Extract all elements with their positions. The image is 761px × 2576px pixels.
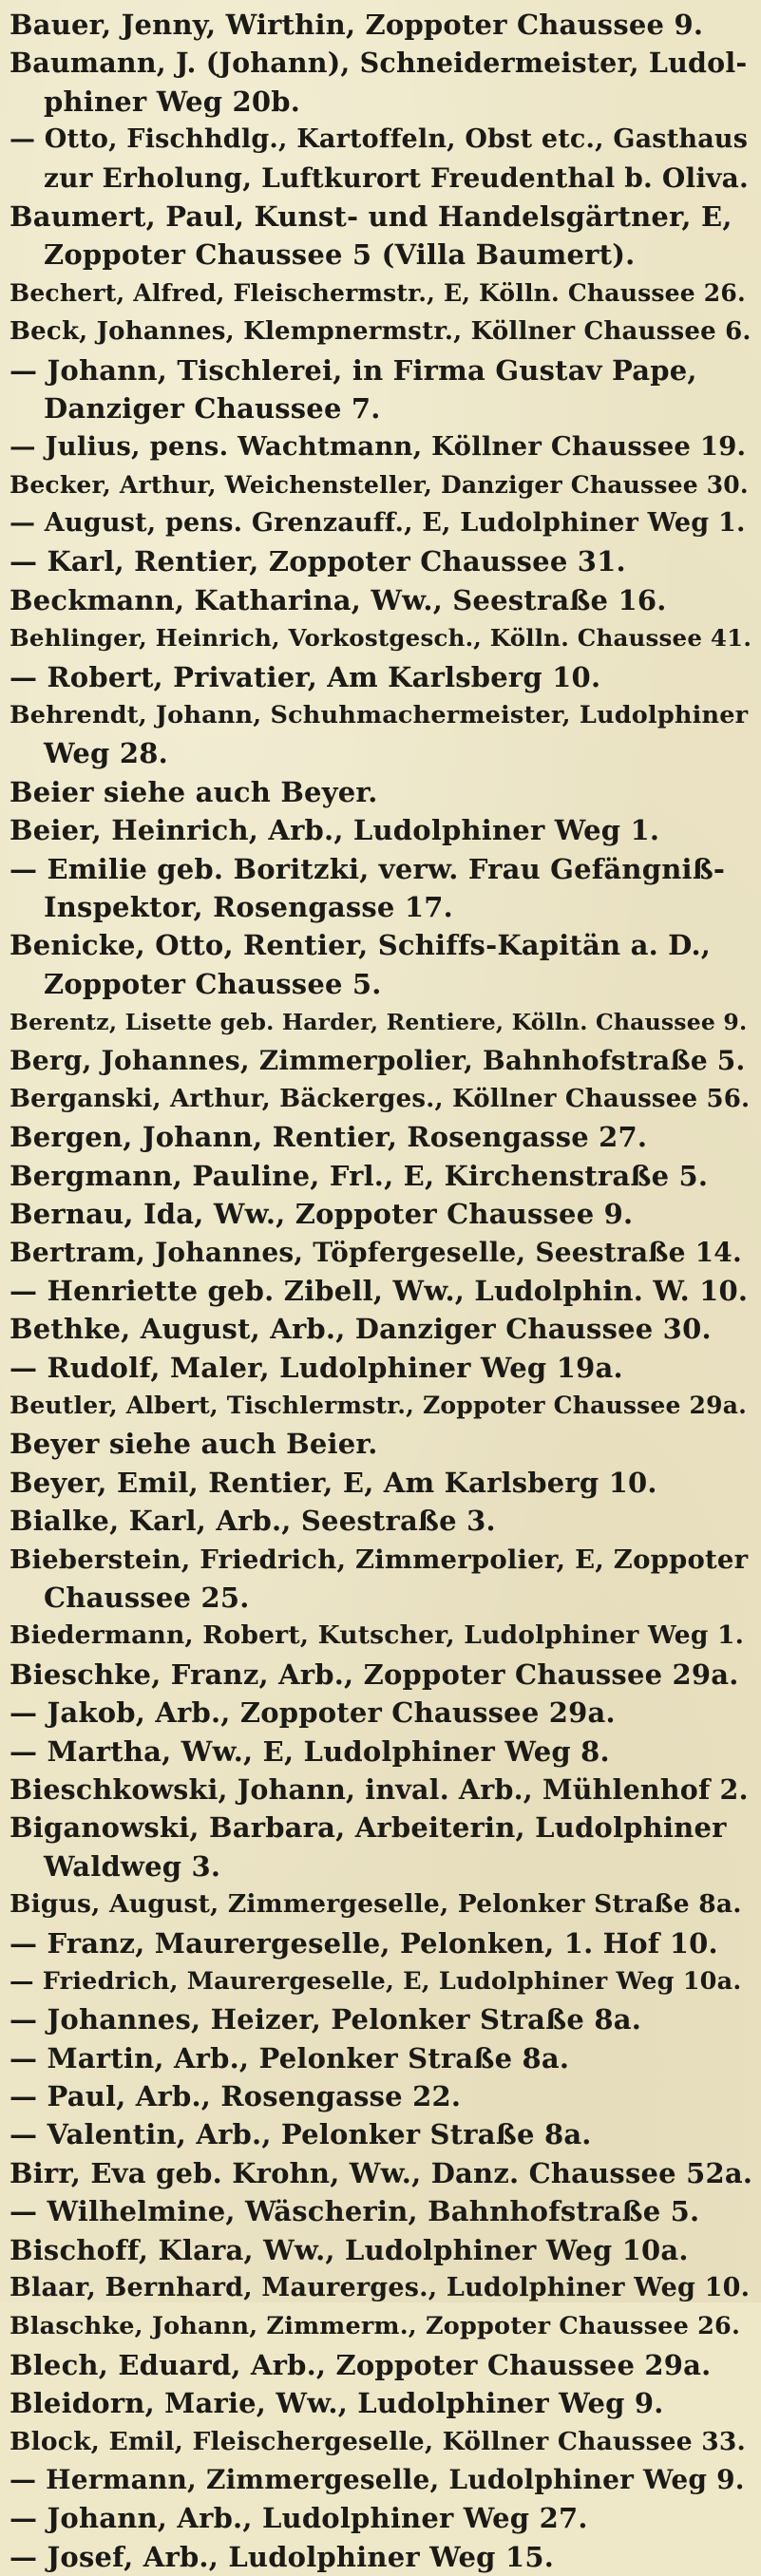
entry-line: Becker, Arthur, Weichensteller, Danziger Chaussee 30. xyxy=(10,470,749,499)
entry-line: Beier siehe auch Beyer. xyxy=(10,775,378,808)
entry-line-continuation: Inspektor, Rosengasse 17. xyxy=(44,890,453,923)
entry-line: Biganowski, Barbara, Arbeiterin, Ludolphiner xyxy=(10,1811,727,1845)
entry-line: Bechert, Alfred, Fleischermstr., E, Kölln. Chaussee 26. xyxy=(10,278,746,307)
entry-line-continuation: phiner Weg 20b. xyxy=(44,85,301,118)
entry-line: Bergen, Johann, Rentier, Rosengasse 27. xyxy=(10,1121,648,1154)
entry-line-continuation: Danziger Chaussee 7. xyxy=(44,391,381,425)
entry-line: — Hermann, Zimmergeselle, Ludolphiner Weg 9. xyxy=(10,2464,745,2495)
entry-line: Beyer siehe auch Beier. xyxy=(10,1428,378,1461)
entry-line: Bieberstein, Friedrich, Zimmerpolier, E, Zoppoter xyxy=(10,1544,749,1575)
entry-line: Birr, Eva geb. Krohn, Ww., Danz. Chaussee 52a. xyxy=(10,2156,752,2189)
entry-line: Bleidorn, Marie, Ww., Ludolphiner Weg 9. xyxy=(10,2387,664,2420)
entry-line-continuation: Chaussee 25. xyxy=(44,1582,250,1615)
entry-line: — Julius, pens. Wachtmann, Köllner Chaussee 19. xyxy=(10,431,747,463)
entry-line: Bethke, August, Arb., Danziger Chaussee 30. xyxy=(10,1313,712,1346)
entry-line: Beyer, Emil, Rentier, E, Am Karlsberg 10. xyxy=(10,1466,657,1499)
entry-line-continuation: Waldweg 3. xyxy=(44,1849,221,1883)
entry-line: — Friedrich, Maurergeselle, E, Ludolphiner Weg 10a. xyxy=(10,1966,742,1996)
entry-line: Bialke, Karl, Arb., Seestraße 3. xyxy=(10,1505,496,1538)
entry-line: Blech, Eduard, Arb., Zoppoter Chaussee 29a. xyxy=(10,2348,712,2381)
entry-line: — Otto, Fischhdlg., Kartoffeln, Obst etc., Gasthaus xyxy=(10,124,749,155)
entry-line: Blaar, Bernhard, Maurerges., Ludolphiner Weg 10. xyxy=(10,2273,751,2303)
entry-line: Bergmann, Pauline, Frl., E, Kirchenstraße 5. xyxy=(10,1159,709,1192)
entry-line-continuation: zur Erholung, Luftkurort Freudenthal b. Oliva. xyxy=(44,161,749,194)
entry-line: Bieschkowski, Johann, inval. Arb., Mühlenhof 2. xyxy=(10,1772,749,1806)
entry-line: Baumert, Paul, Kunst- und Handelsgärtner, E, xyxy=(10,199,732,233)
entry-line: — Johannes, Heizer, Pelonker Straße 8a. xyxy=(10,2003,642,2036)
entry-line: — Martha, Ww., E, Ludolphiner Weg 8. xyxy=(10,1734,610,1768)
entry-line-continuation: Weg 28. xyxy=(44,737,168,770)
entry-line: — Rudolf, Maler, Ludolphiner Weg 19a. xyxy=(10,1351,623,1384)
entry-line: — Emilie geb. Boritzki, verw. Frau Gefängniß- xyxy=(10,852,726,885)
directory-entries xyxy=(10,6,752,2576)
entry-line: Block, Emil, Fleischergeselle, Köllner Chaussee 33. xyxy=(10,2426,746,2456)
entry-line: — Franz, Maurergeselle, Pelonken, 1. Hof 10. xyxy=(10,1926,718,1960)
entry-line: Bieschke, Franz, Arb., Zoppoter Chaussee 29a. xyxy=(10,1657,739,1691)
entry-line-continuation: Zoppoter Chaussee 5 (Villa Baumert). xyxy=(44,238,636,272)
entry-line: Beutler, Albert, Tischlermstr., Zoppoter Chaussee 29a. xyxy=(10,1392,748,1420)
entry-line: Bigus, August, Zimmergeselle, Pelonker Straße 8a. xyxy=(10,1889,742,1920)
entry-line: Beier, Heinrich, Arb., Ludolphiner Weg 1. xyxy=(10,814,660,847)
entry-line: — August, pens. Grenzauff., E, Ludolphiner Weg 1. xyxy=(10,508,746,539)
entry-line: Berg, Johannes, Zimmerpolier, Bahnhofstraße 5. xyxy=(10,1044,746,1076)
entry-line: Biedermann, Robert, Kutscher, Ludolphiner Weg 1. xyxy=(10,1620,745,1651)
entry-line: — Jakob, Arb., Zoppoter Chaussee 29a. xyxy=(10,1696,616,1730)
entry-line-continuation: Zoppoter Chaussee 5. xyxy=(44,967,382,1000)
entry-line: Benicke, Otto, Rentier, Schiffs-Kapitän a. D., xyxy=(10,929,712,962)
entry-line: Bertram, Johannes, Töpfergeselle, Seestraße 14. xyxy=(10,1236,742,1268)
entry-line: Behlinger, Heinrich, Vorkostgesch., Kölln. Chaussee 41. xyxy=(10,624,752,653)
entry-line: — Johann, Tischlerei, in Firma Gustav Pape, xyxy=(10,353,697,387)
entry-line: Beckmann, Katharina, Ww., Seestraße 16. xyxy=(10,583,667,616)
entry-line: — Josef, Arb., Ludolphiner Weg 15. xyxy=(10,2540,554,2573)
entry-line: Beck, Johannes, Klempnermstr., Köllner Chaussee 6. xyxy=(10,317,751,347)
entry-line: Bischoff, Klara, Ww., Ludolphiner Weg 10a. xyxy=(10,2233,689,2266)
entry-line: Berentz, Lisette geb. Harder, Rentiere, Kölln. Chaussee 9. xyxy=(10,1009,748,1036)
entry-line: — Karl, Rentier, Zoppoter Chaussee 31. xyxy=(10,545,626,578)
entry-line: — Wilhelmine, Wäscherin, Bahnhofstraße 5. xyxy=(10,2195,700,2228)
entry-line: — Robert, Privatier, Am Karlsberg 10. xyxy=(10,660,601,693)
entry-line: — Henriette geb. Zibell, Ww., Ludolphin. W. 10. xyxy=(10,1274,749,1307)
entry-line: — Valentin, Arb., Pelonker Straße 8a. xyxy=(10,2118,592,2151)
entry-line: — Martin, Arb., Pelonker Straße 8a. xyxy=(10,2041,570,2074)
entry-line: Baumann, J. (Johann), Schneidermeister, Ludol- xyxy=(10,47,748,80)
entry-line: Blaschke, Johann, Zimmerm., Zoppoter Chaussee 26. xyxy=(10,2312,741,2341)
entry-line: Bauer, Jenny, Wirthin, Zoppoter Chaussee 9. xyxy=(10,9,704,41)
entry-line: Berganski, Arthur, Bäckerges., Köllner Chaussee 56. xyxy=(10,1084,751,1113)
entry-line: — Johann, Arb., Ludolphiner Weg 27. xyxy=(10,2502,588,2535)
entry-line: Bernau, Ida, Ww., Zoppoter Chaussee 9. xyxy=(10,1198,634,1231)
entry-line: Behrendt, Johann, Schuhmachermeister, Ludolphiner xyxy=(10,701,749,730)
entry-line: — Paul, Arb., Rosengasse 22. xyxy=(10,2080,462,2113)
